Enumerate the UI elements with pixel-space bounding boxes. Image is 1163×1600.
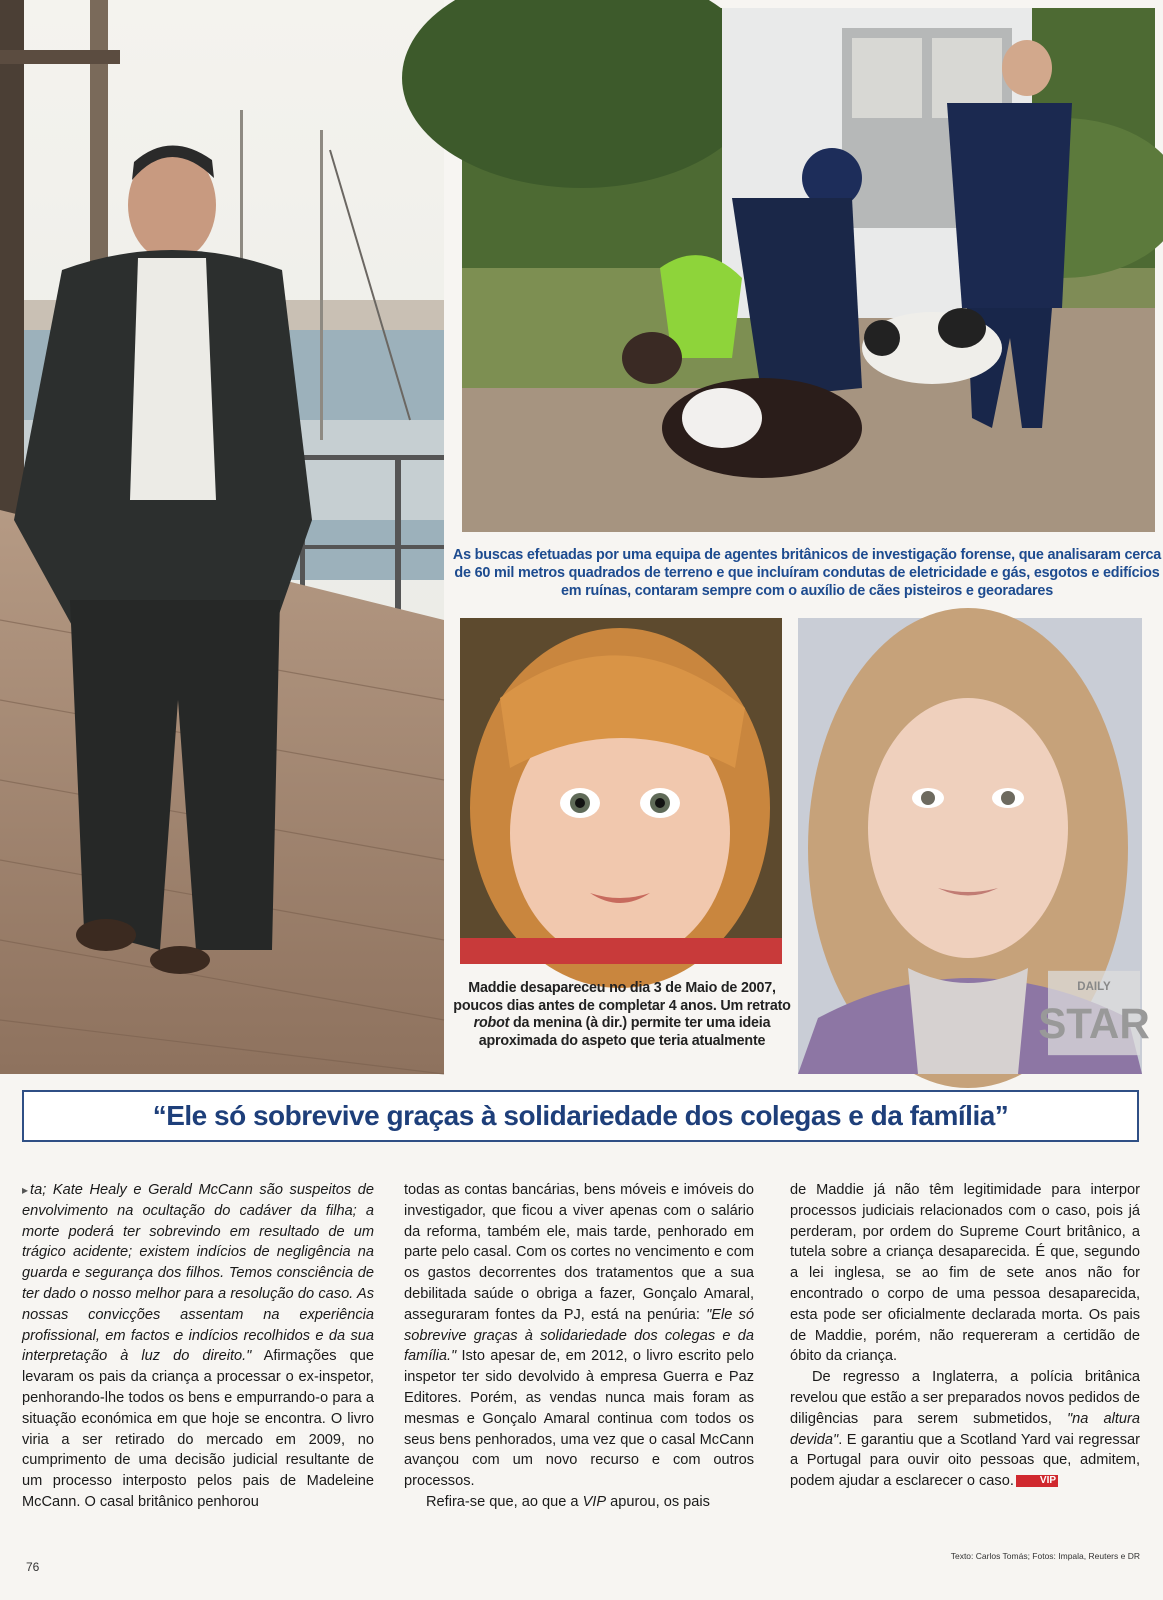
- photo-forensic-agents-dogs: [462, 8, 1155, 532]
- pullquote: “Ele só sobrevive graças à solidariedade dos colegas e da família”: [152, 1100, 1009, 1131]
- vip-end-mark: VIP: [1016, 1475, 1058, 1487]
- continuation-arrow-icon: ▸: [22, 1183, 29, 1197]
- svg-text:DAILY: DAILY: [1077, 981, 1111, 993]
- article-column-3: de Maddie já não têm legitimidade para interpor processos judiciais relacionados com o caso, pois já perderam, por ordem do Supreme Court britânico, a tutela sobre a criança desaparecida. É que, segundo a lei inglesa, se ao fim de sete anos não for encontrado o corpo de uma pessoa desaparecida, esta pode ser oficialmente declarada morta. Os pais de Maddie, porém, não requereram a certidão de óbito da criança. De regresso a Inglaterra, a polícia britânica revelou que estão a ser preparados novos pedidos de diligências para serem submetidos, "na altura devida". E garantiu que a Scotland Yard vai regressar a Portugal para ouvir oito pessoas que, admitem, podem ajudar a esclarecer o caso. VIP: [790, 1182, 1140, 1490]
- caption-forensic-search: As buscas efetuadas por uma equipa de agentes britânicos de investigação forense, que analisaram cerca de 60 mil metros quadrados de terreno e que incluíram condutas de eletricidade e gás, esgotos e edifícios em ruínas, contaram sempre com o auxílio de cães pisteiros e georadares: [452, 547, 1162, 599]
- article-column-1: ▸ ta; Kate Healy e Gerald McCann são suspeitos de envolvimento na ocultação do cadáver da filha; a morte poderá ter sobrevindo em resultado de um trágico acidente; existem indícios de negligência na guarda e segurança dos filhos. Temos consciência de ter dado o nosso melhor para a resolução do caso. As nossas convicções assentam na experiência profissional, em factos e indícios recolhidos e da sua interpretação à luz do direito." Afirmações que levaram os pais da criança a processar o ex-inspetor, penhorando-lhe todos os bens e empurrando-o para a situação económica em que hoje se encontra. O livro viria a ser retirado do mercado em 2009, no cumprimento de uma decisão judicial resultante de um processo interposto pelos pais de Madeleine McCann. O casal britânico penhorou: [22, 1182, 374, 1510]
- page-number: 76: [26, 1560, 40, 1574]
- photo-credits: Texto: Carlos Tomás; Fotos: Impala, Reuters e DR: [950, 1551, 1140, 1561]
- article-column-2: todas as contas bancárias, bens móveis e imóveis do investigador, que ficou a viver apenas com o salário da reforma, também ele, mais tarde, penhorado em parte pelo casal. Com os cortes no vencimento e com os gastos decorrentes dos tratamentos que a sua debilitada saúde o obriga a fazer, Gonçalo Amaral, asseguraram fontes da PJ, está na penúria: "Ele só sobrevive graças à solidariedade dos colegas e da família." Isto apesar de, em 2012, o livro escrito pelo inspetor ter sido devolvido à empresa Guerra e Paz Editores. Porém, as vendas nunca mais foram as mesmas e Gonçalo Amaral continua com todos os seus bens penhorados, uma vez que o casal McCann avançou com um novo recurso e com outros processos. Refira-se que, ao que a VIP apurou, os pais: [404, 1182, 754, 1510]
- photo-man-walking-marina: [0, 0, 444, 1074]
- photo-maddie-child: [460, 618, 782, 964]
- caption-maddie: Maddie desapareceu no dia 3 de Maio de 2007, poucos dias antes de completar 4 anos. Um retrato robot da menina (à dir.) permite ter uma ideia aproximada do aspeto que teria atualmente: [453, 980, 791, 1049]
- daily-star-logo: [1038, 968, 1150, 1058]
- photo-maddie-age-progressed: [798, 618, 1150, 1074]
- svg-text:STAR: STAR: [1038, 999, 1150, 1047]
